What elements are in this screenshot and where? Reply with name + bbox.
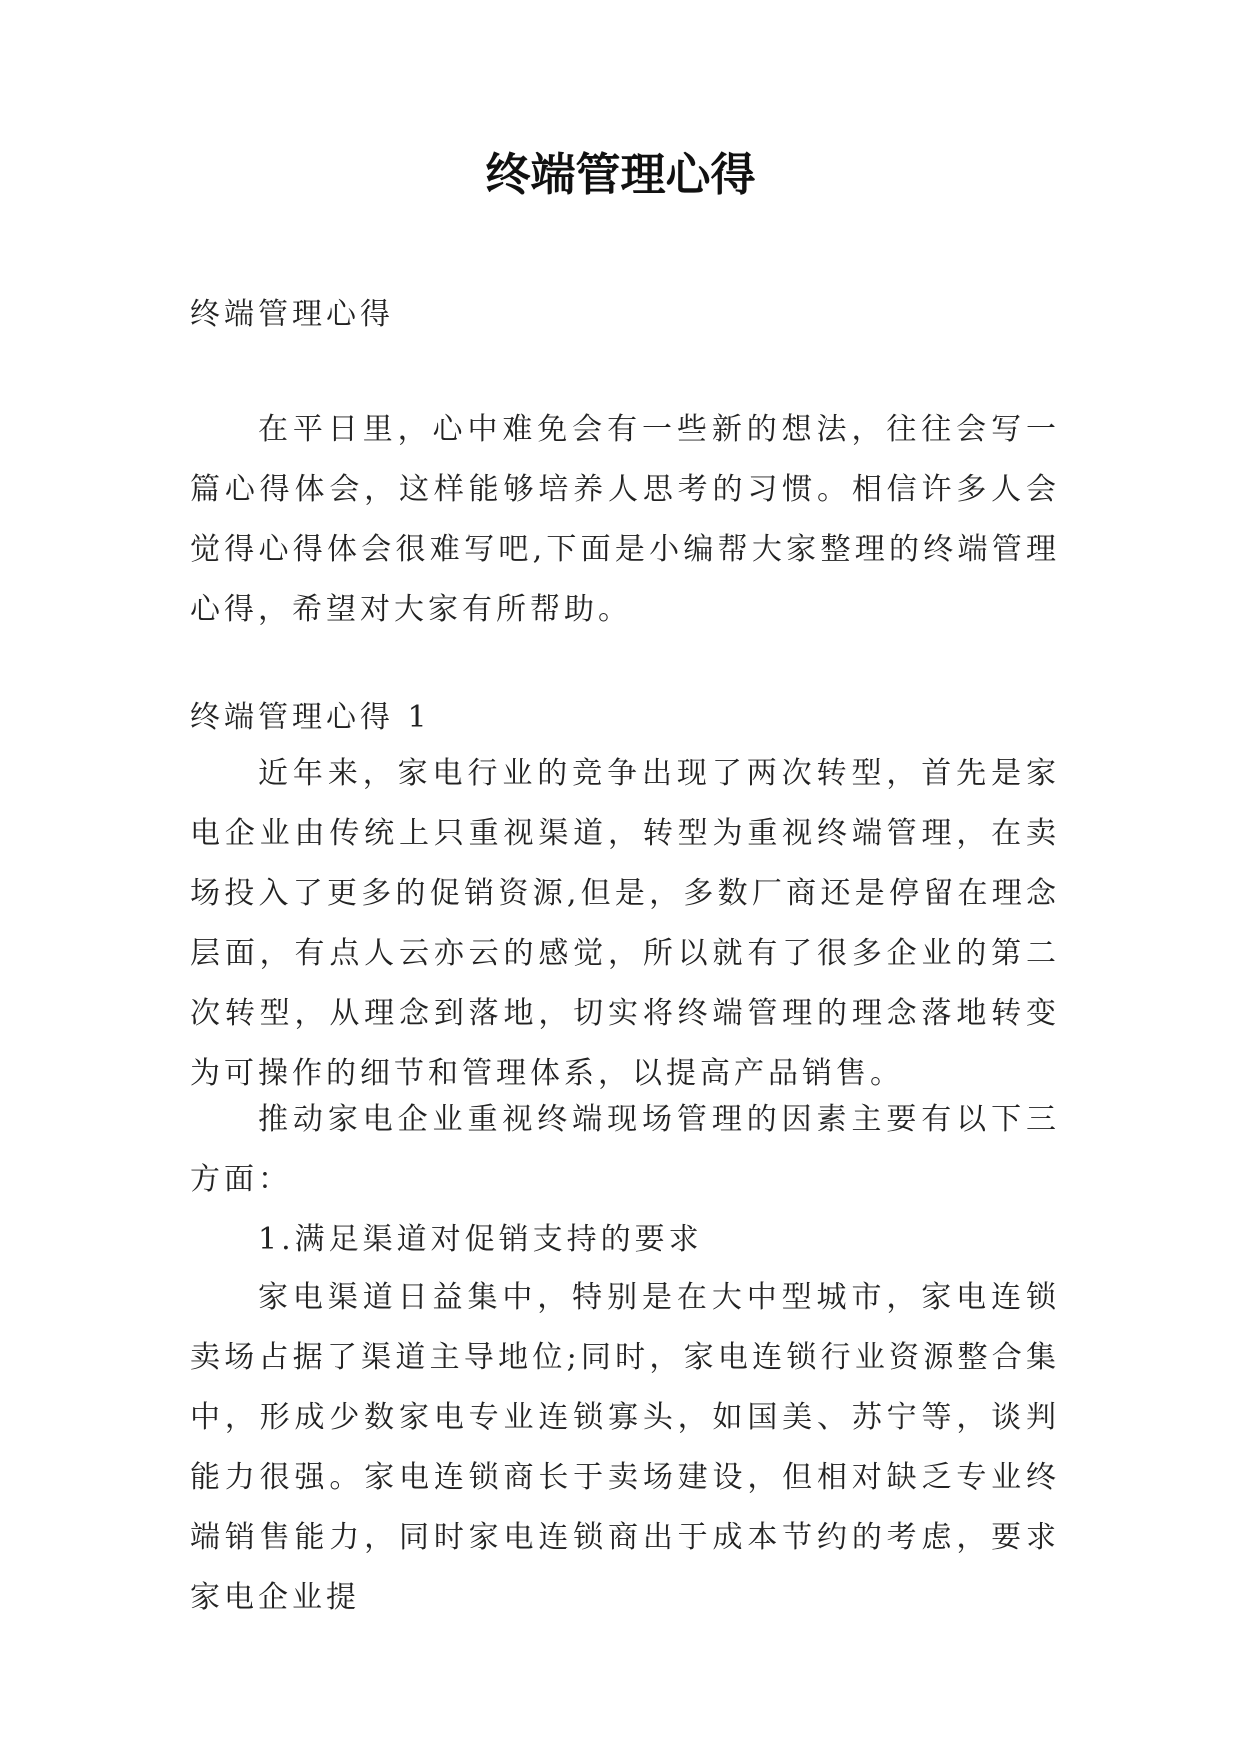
- section-heading: 终端管理心得 1: [190, 700, 431, 735]
- intro-paragraph: 在平日里，心中难免会有一些新的想法，往往会写一篇心得体会，这样能够培养人思考的习惯。相信许多人会觉得心得体会很难写吧,下面是小编帮大家整理的终端管理心得，希望对大家有所帮助。: [190, 412, 1060, 627]
- paragraph-3: 家电渠道日益集中，特别是在大中型城市，家电连锁卖场占据了渠道主导地位;同时，家电连锁行业资源整合集中，形成少数家电专业连锁寡头，如国美、苏宁等，谈判能力很强。家电连锁商长于卖场建设，但相对缺乏专业终端销售能力，同时家电连锁商出于成本节约的考虑，要求家电企业提: [190, 1280, 1060, 1615]
- document-title: 终端管理心得: [485, 148, 756, 201]
- document-subtitle: 终端管理心得: [190, 297, 394, 332]
- list-item-1: 1.满足渠道对促销支持的要求: [258, 1222, 703, 1257]
- paragraph-1: 近年来，家电行业的竞争出现了两次转型，首先是家电企业由传统上只重视渠道，转型为重视终端管理，在卖场投入了更多的促销资源,但是，多数厂商还是停留在理念层面，有点人云亦云的感觉，所以就有了很多企业的第二次转型，从理念到落地，切实将终端管理的理念落地转变为可操作的细节和管理体系，以提高产品销售。: [190, 756, 1060, 1091]
- paragraph-2: 推动家电企业重视终端现场管理的因素主要有以下三方面：: [190, 1102, 1060, 1197]
